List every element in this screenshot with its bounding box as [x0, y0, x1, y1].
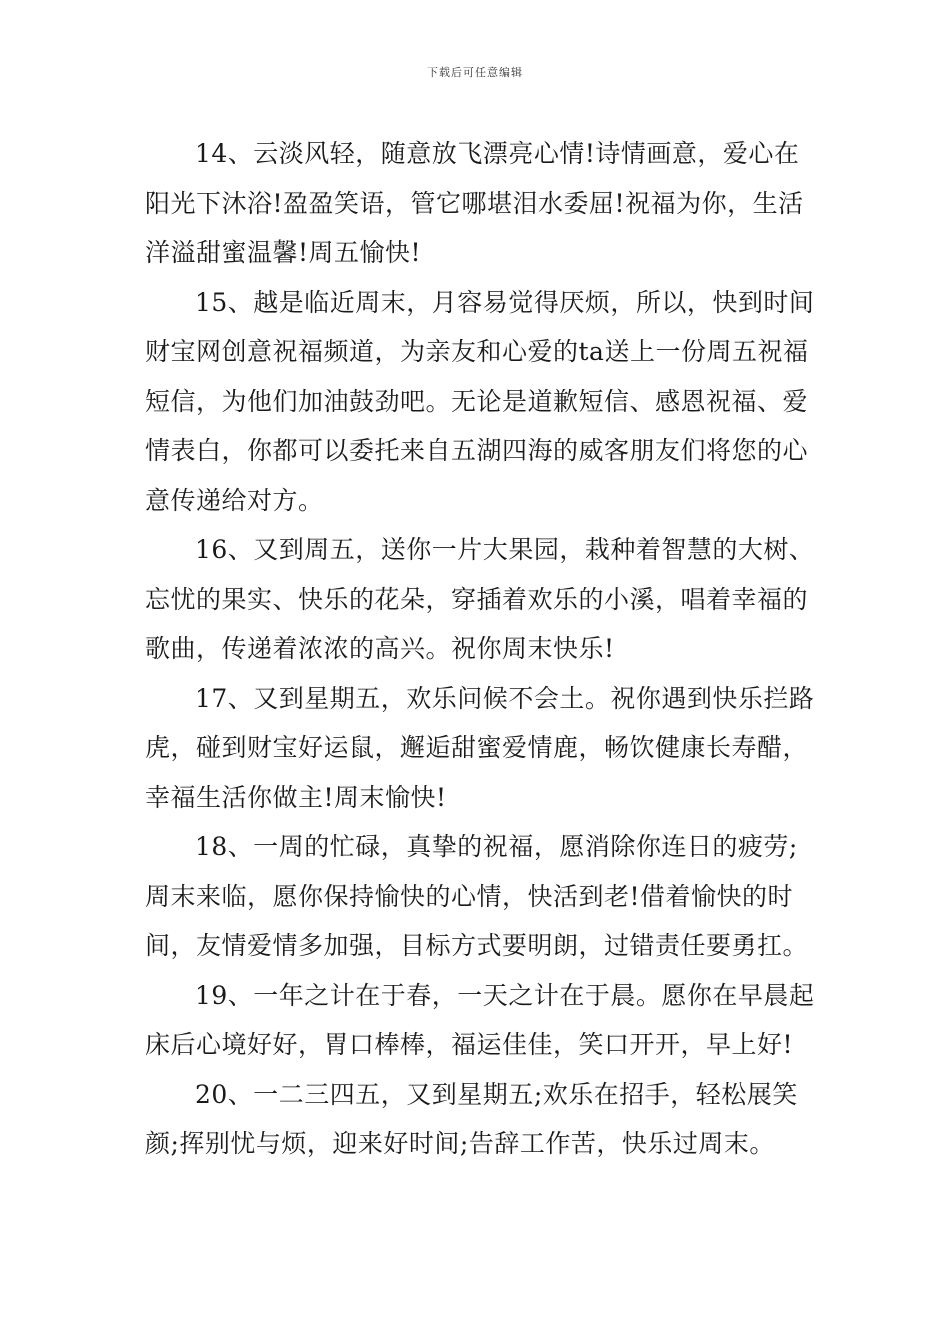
paragraph-16: 16、又到周五，送你一片大果园，栽种着智慧的大树、忘忧的果实、快乐的花朵，穿插着欢乐的小溪，唱着幸福的歌曲，传递着浓浓的高兴。祝你周末快乐! — [145, 535, 815, 663]
paragraph-18: 18、一周的忙碌，真挚的祝福，愿消除你连日的疲劳;周末来临，愿你保持愉快的心情，快活到老!借着愉快的时间，友情爱情多加强，目标方式要明朗，过错责任要勇扛。 — [145, 832, 809, 960]
paragraph-17: 17、又到星期五，欢乐问候不会土。祝你遇到快乐拦路虎，碰到财宝好运鼠，邂逅甜蜜爱情鹿，畅饮健康长寿醋，幸福生活你做主!周末愉快! — [145, 683, 815, 812]
paragraph-14: 14、云淡风轻，随意放飞漂亮心情!诗情画意，爱心在阳光下沐浴!盈盈笑语，管它哪堪泪水委屈!祝福为你，生活洋溢甜蜜温馨!周五愉快! — [145, 139, 804, 267]
paragraph-20: 20、一二三四五，又到星期五;欢乐在招手，轻松展笑颜;挥别忧与烦，迎来好时间;告辞工作苦，快乐过周末。 — [145, 1079, 798, 1158]
page-header-note: 下载后可任意编辑 — [427, 66, 523, 79]
paragraph-15: 15、越是临近周末，月容易觉得厌烦，所以，快到时间财宝网创意祝福频道，为亲友和心爱的ta送上一份周五祝福短信，为他们加油鼓劲吧。无论是道歉短信、感恩祝福、爱情表白，你都可以委托来自五湖四海的威客朋友们将您的心意传递给对方。 — [145, 287, 815, 515]
paragraph-19: 19、一年之计在于春，一天之计在于晨。愿你在早晨起床后心境好好，胃口棒棒，福运佳佳，笑口开开，早上好! — [145, 980, 815, 1059]
document-body — [145, 129, 815, 1169]
